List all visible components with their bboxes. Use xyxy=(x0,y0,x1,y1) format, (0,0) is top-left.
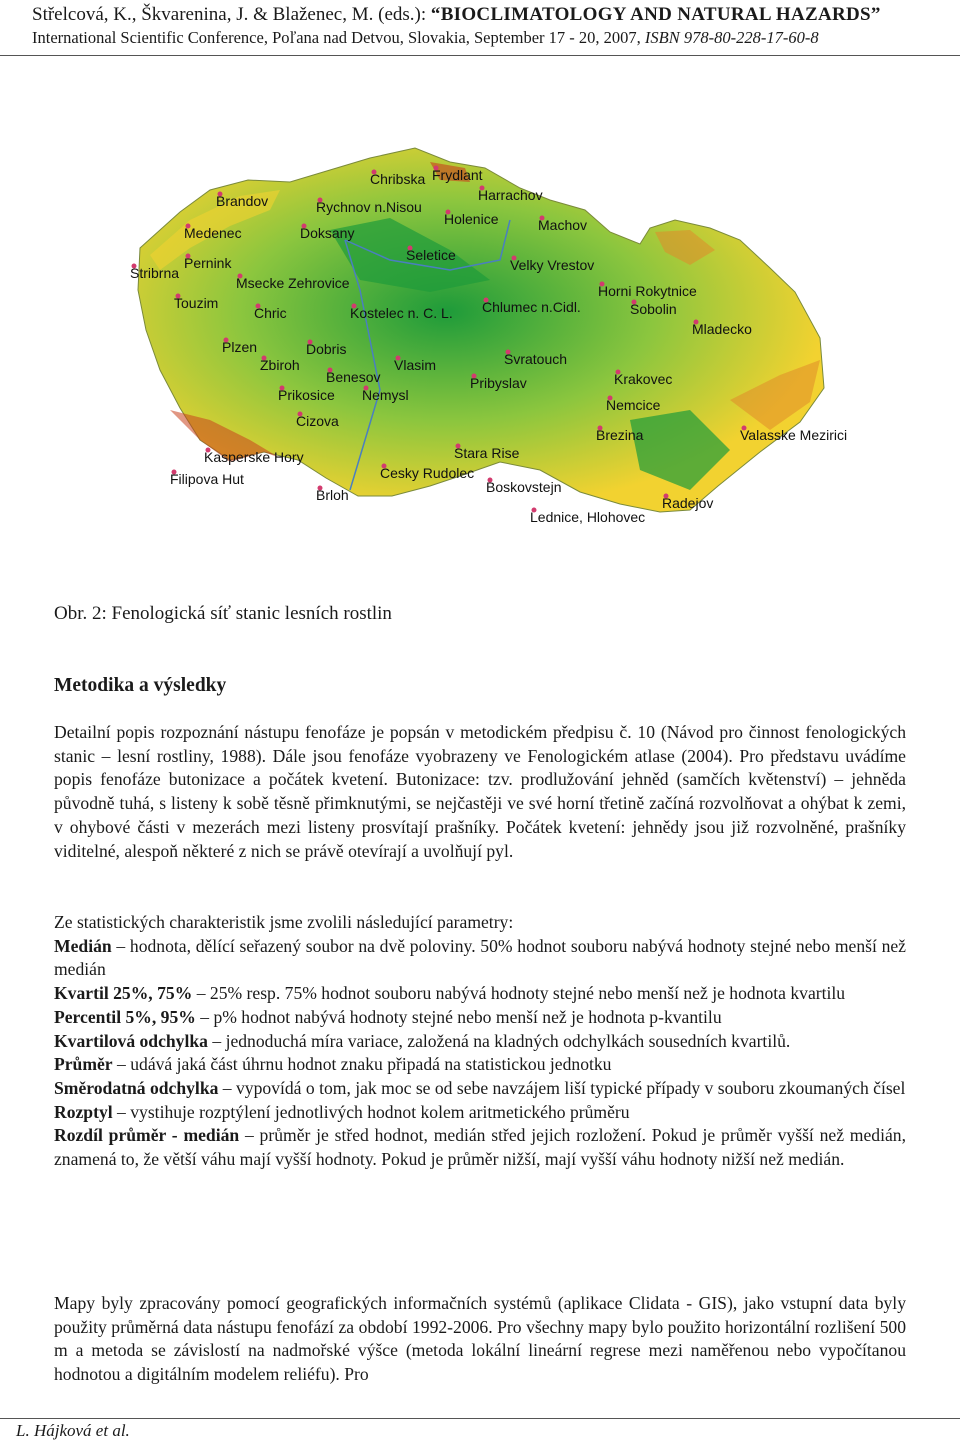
station-label: Nemysl xyxy=(362,387,409,403)
station-label: Rychnov n.Nisou xyxy=(316,199,422,215)
station-label: Plzen xyxy=(222,339,258,355)
station-label: Sobolin xyxy=(630,301,677,317)
station-label: Brandov xyxy=(216,193,269,209)
station-label: Svratouch xyxy=(504,351,568,367)
definition-list xyxy=(54,935,906,1172)
definition-item xyxy=(54,935,906,982)
definition-item xyxy=(54,1077,906,1101)
station-label: Kostelec n. C. L. xyxy=(350,305,453,321)
paragraph-phenophase: Detailní popis rozpoznání nástupu fenofáze je popsán v metodickém předpisu č. 10 (Návod pro činnost fenologických stanic – lesní rostliny, 1988). Dále jsou fenofáze vyobrazeny ve Fenologickém atlase (2004). Pro představu uvádíme popis fenofáze butonizace a počátek kvetení. Butonizace: tzv. prodlužování jehněd (samčích květenství) – jehněda původně tuhá, s listeny k sobě těsně přimknutými, se nejčastěji ve své horní třetině začíná rozvolňovat a ohýbat k zemi, v ohybové části v mezerách mezi listeny prosvítají prašníky. Počátek kvetení: jehnědy jsou již rozvolněné, prašníky viditelné, alespoň některé z nich se právě otevírají a uvolňují pyl. xyxy=(54,722,906,861)
station-label: Seletice xyxy=(406,247,456,263)
station-label: Frydlant xyxy=(432,167,483,183)
definition-term: Kvartilová odchylka xyxy=(54,1030,208,1051)
header-conference-text: International Scientific Conference, Poľana nad Detvou, Slovakia, September 17 - 20, 2007, xyxy=(32,28,645,47)
station-label: Krakovec xyxy=(614,371,673,387)
station-label: Touzim xyxy=(174,295,219,311)
station-label: Msecke Zehrovice xyxy=(236,275,350,291)
station-label: Zbiroh xyxy=(260,357,300,373)
definition-text: – p% hodnot nabývá hodnoty stejné nebo menší než je hodnota p-kvantilu xyxy=(195,1006,722,1027)
station-label: Boskovstejn xyxy=(486,479,562,495)
station-label: Nemcice xyxy=(606,397,661,413)
station-label: Horni Rokytnice xyxy=(598,283,697,299)
header-citation xyxy=(32,4,881,26)
section-title: Metodika a výsledky xyxy=(54,675,227,696)
definition-item xyxy=(54,1006,906,1030)
definition-term: Rozptyl xyxy=(54,1101,113,1122)
header-authors: Střelcová, K., Škvarenina, J. & Blaženec, M. (eds.): xyxy=(32,4,431,25)
station-label: Mladecko xyxy=(692,321,752,337)
station-label: Stribrna xyxy=(130,265,180,281)
footer-rule xyxy=(0,1418,960,1419)
definition-item xyxy=(54,1124,906,1171)
definition-text: – průměr je střed hodnot, medián střed jejich rozložení. Pokud je průměr vyšší než medián, znamená to, že větší váhu mají vyšší hodnoty. Pokud je průměr nižší, mají vyšší váhu hodnoty nižší než medián. xyxy=(54,1125,906,1170)
station-label: Brloh xyxy=(316,487,349,503)
station-label: Doksany xyxy=(300,225,355,241)
station-label: Kasperske Hory xyxy=(204,449,304,465)
phenology-station-map xyxy=(130,140,848,540)
definition-term: Průměr xyxy=(54,1054,113,1075)
footer-authors: L. Hájková et al. xyxy=(16,1421,130,1440)
definition-text: – udává jaká část úhrnu hodnot znaku připadá na statistickou jednotku xyxy=(112,1054,612,1075)
station-label: Radejov xyxy=(662,495,714,511)
definition-text: – hodnota, dělící seřazený soubor na dvě poloviny. 50% hodnot souboru nabývá hodnoty stejné nebo menší než medián xyxy=(54,935,906,980)
definition-text: – 25% resp. 75% hodnot souboru nabývá hodnoty stejné nebo menší než je hodnota kvartilu xyxy=(192,983,846,1004)
header-title: “BIOCLIMATOLOGY AND NATURAL HAZARDS” xyxy=(430,4,881,25)
definition-item xyxy=(54,1101,906,1125)
paragraph-gis-maps: Mapy byly zpracovány pomocí geografických informačních systémů (aplikace Clidata - GIS), jako vstupní data byly použity průměrná data nástupu fenofází za období 1992-2006. Pro všechny mapy bylo použito horizontální rozlišení 500 m a metoda se závislostí na nadmořské výšce (metoda lokální lineární regrese mezi naměřenou nebo vypočítanou hodnotou a digitálním modelem reliéfu). Pro xyxy=(54,1293,906,1385)
station-label: Dobris xyxy=(306,341,347,357)
station-label: Prikosice xyxy=(278,387,335,403)
definition-text: – vypovídá o tom, jak moc se od sebe navzájem liší typické případy v souboru zkoumaných čísel xyxy=(218,1077,906,1098)
station-label: Filipova Hut xyxy=(170,471,244,487)
definition-text: – vystihuje rozptýlení jednotlivých hodnot kolem aritmetického průměru xyxy=(112,1101,630,1122)
definition-term: Medián xyxy=(54,935,112,956)
station-label: Stara Rise xyxy=(454,445,520,461)
definition-term: Percentil 5%, 95% xyxy=(54,1006,196,1027)
figure-caption: Obr. 2: Fenologická síť stanic lesních rostlin xyxy=(54,603,392,624)
definition-text: – jednoduchá míra variace, založená na kladných odchylkách sousedních kvartilů. xyxy=(207,1030,791,1051)
station-label: Cesky Rudolec xyxy=(380,465,475,481)
station-label: Medenec xyxy=(184,225,242,241)
station-label: Harrachov xyxy=(478,187,543,203)
station-label: Pribyslav xyxy=(470,375,527,391)
definition-item xyxy=(54,1030,906,1054)
station-label: Chric xyxy=(254,305,287,321)
definition-term: Rozdíl průměr - medián xyxy=(54,1125,240,1146)
station-label: Velky Vrestov xyxy=(510,257,595,273)
page-header xyxy=(0,0,960,56)
header-conference xyxy=(32,28,819,48)
station-label: Chlumec n.Cidl. xyxy=(482,299,581,315)
station-label: Pernink xyxy=(184,255,232,271)
station-label: Machov xyxy=(538,217,588,233)
statistics-intro: Ze statistických charakteristik jsme zvolili následující parametry: xyxy=(54,912,514,932)
station-label: Chribska xyxy=(370,171,426,187)
station-label: Benesov xyxy=(326,369,381,385)
definition-term: Kvartil 25%, 75% xyxy=(54,983,193,1004)
statistics-section xyxy=(54,911,906,1172)
running-footer xyxy=(16,1421,130,1441)
station-label: Holenice xyxy=(444,211,499,227)
station-label: Lednice, Hlohovec xyxy=(530,509,646,525)
header-rule xyxy=(0,55,960,56)
station-label: Brezina xyxy=(596,427,644,443)
header-isbn: ISBN 978-80-228-17-60-8 xyxy=(644,28,819,47)
definition-term: Směrodatná odchylka xyxy=(54,1077,219,1098)
definition-item xyxy=(54,982,906,1006)
definition-item xyxy=(54,1053,906,1077)
station-label: Cizova xyxy=(296,413,339,429)
station-label: Vlasim xyxy=(394,357,437,373)
station-label: Valasske Mezirici xyxy=(740,427,848,443)
